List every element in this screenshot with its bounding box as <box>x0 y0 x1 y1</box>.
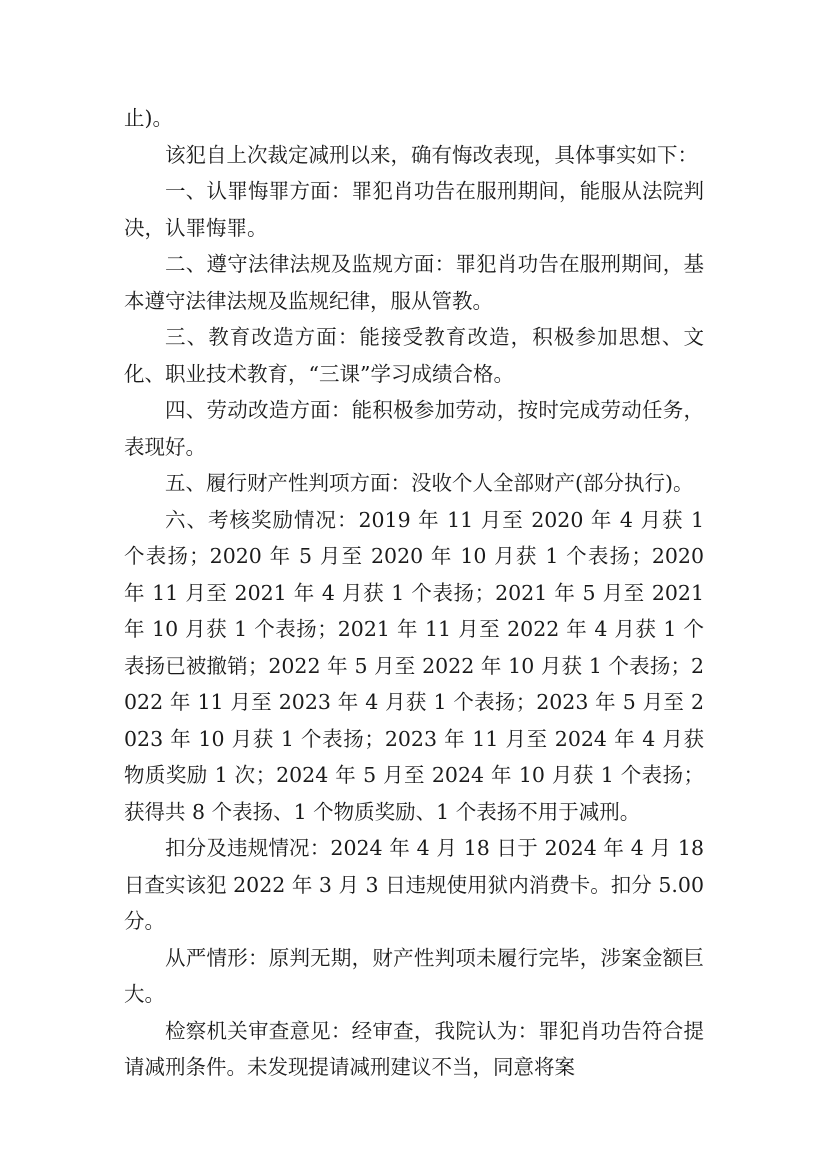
paragraph-procuratorate-opinion: 检察机关审查意见：经审查，我院认为：罪犯肖功告符合提请减刑条件。未发现提请减刑建议不当，同意将案 <box>124 1018 704 1079</box>
paragraph-repentance-summary: 该犯自上次裁定减刑以来，确有悔改表现，具体事实如下： <box>165 142 698 167</box>
paragraph-rewards: 六、考核奖励情况：2019 年 11 月至 2020 年 4 月获 1 个表扬；2020 年 5 月至 2020 年 10 月获 1 个表扬；2020 年 11 月至 2021 年 4 月获 1 个表扬；2021 年 5 月至 2021 年 10 月获 1 个表扬；2021 年 11 月至 2022 年 4 月获 1 个表扬已被撤销；2022 年 5 月至 2022 年 10 月获 1 个表扬；2022 年 11 月至 2023 年 4 月获 1 个表扬；2023 年 5 月至 2023 年 10 月获 1 个表扬；2023 年 11 月至 2024 年 4 月获物质奖励 1 次；2024 年 5 月至 2024 年 10 月获 1 个表扬；获得共 8 个表扬、1 个物质奖励、1 个表扬不用于减刑。 <box>124 507 704 824</box>
document-page <box>124 100 704 1086</box>
paragraph-violations: 扣分及违规情况：2024 年 4 月 18 日于 2024 年 4 月 18 日查实该犯 2022 年 3 月 3 日违规使用狱内消费卡。扣分 5.00 分。 <box>124 836 704 933</box>
paragraph-law-compliance: 二、遵守法律法规及监规方面：罪犯肖功告在服刑期间，基本遵守法律法规及监规纪律，服从管教。 <box>124 252 704 313</box>
paragraph-guilt-admission: 一、认罪悔罪方面：罪犯肖功告在服刑期间，能服从法院判决，认罪悔罪。 <box>124 179 704 240</box>
paragraph-continuation: 止)。 <box>124 106 173 130</box>
paragraph-property-judgment: 五、履行财产性判项方面：没收个人全部财产(部分执行)。 <box>165 471 694 495</box>
paragraph-labor-reform: 四、劳动改造方面：能积极参加劳动，按时完成劳动任务，表现好。 <box>124 398 704 459</box>
paragraph-education-reform: 三、教育改造方面：能接受教育改造，积极参加思想、文化、职业技术教育，“三课”学习成绩合格。 <box>124 325 704 386</box>
paragraph-strict-circumstances: 从严情形：原判无期，财产性判项未履行完毕，涉案金额巨大。 <box>124 945 704 1006</box>
